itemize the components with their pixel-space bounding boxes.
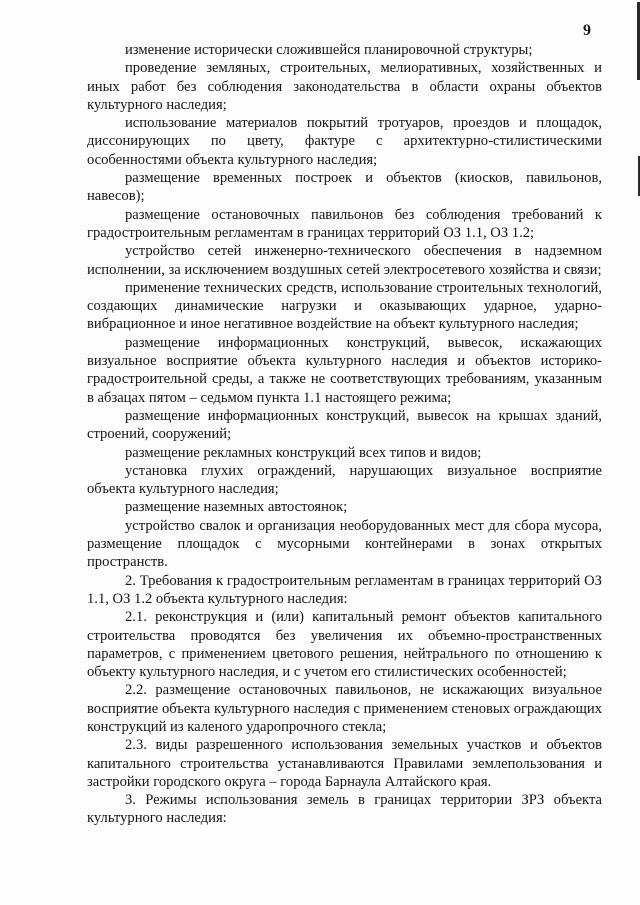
paragraph: размещение наземных автостоянок; [125, 499, 348, 516]
section-heading: 2. Требования к градостроительным регламентам в границах территорий ОЗ 1.1, ОЗ 1.2 объекта культурного наследия: [87, 572, 602, 607]
paragraph: размещение рекламных конструкций всех типов и видов; [125, 444, 482, 461]
paragraph: проведение земляных, строительных, мелиоративных, хозяйственных и иных работ без соблюдения законодательства в области охраны объектов культурного наследия; [87, 60, 602, 113]
paragraph: применение технических средств, использование строительных технологий, создающих динамические нагрузки и оказывающих ударное, ударно-вибрационное и иное негативное воздействие на объект культурного наследия; [87, 279, 602, 333]
section-heading: 3. Режимы использования земель в границах территории ЗРЗ объекта культурного наследия: [87, 792, 602, 827]
paragraph: использование материалов покрытий тротуаров, проездов и площадок, диссонирующих по цвету, фактуре с архитектурно-стилистическими особенностями объекта культурного наследия; [87, 115, 602, 168]
document-body [87, 41, 602, 828]
paragraph: размещение информационных конструкций, вывесок, искажающих визуальное восприятие объекта культурного наследия и объектов историко-градостроительной среды, а также не соответствующих требованиям, указанным в абзацах пятом – седьмом пункта 1.1 настоящего режима; [87, 334, 602, 406]
paragraph: размещение остановочных павильонов без соблюдения требований к градостроительным регламентам в границах территорий ОЗ 1.1, ОЗ 1.2; [87, 206, 602, 241]
paragraph: размещение временных построек и объектов (киосков, павильонов, навесов); [87, 170, 602, 205]
paragraph: установка глухих ограждений, нарушающих визуальное восприятие объекта культурного наследия; [87, 462, 602, 498]
paragraph: устройство свалок и организация необорудованных мест для сбора мусора, размещение площадок с мусорными контейнерами в зонах открытых пространств. [87, 517, 602, 571]
paragraph: 2.3. виды разрешенного использования земельных участков и объектов капитального строительства устанавливаются Правилами землепользования и застройки городского округа – города Барнаула Алтайского края. [87, 737, 602, 790]
paragraph: устройство сетей инженерно-технического обеспечения в надземном исполнении, за исключением воздушных сетей электросетевого хозяйства и связи; [87, 243, 602, 278]
paragraph: изменение исторически сложившейся планировочной структуры; [125, 42, 533, 58]
paragraph: размещение информационных конструкций, вывесок на крышах зданий, строений, сооружений; [87, 407, 602, 443]
page-number: 9 [583, 22, 591, 39]
paragraph: 2.1. реконструкция и (или) капитальный ремонт объектов капитального строительства проводятся без увеличения их объемно-пространственных параметров, с применением цветового решения, нейтрального по отношению к объекту культурного наследия, и с учетом его стилистических особенностей; [87, 609, 602, 681]
paragraph: 2.2. размещение остановочных павильонов, не искажающих визуальное восприятие объекта культурного наследия с применением стеновых ограждающих конструкций из каленого ударопрочного стекла; [87, 682, 602, 735]
